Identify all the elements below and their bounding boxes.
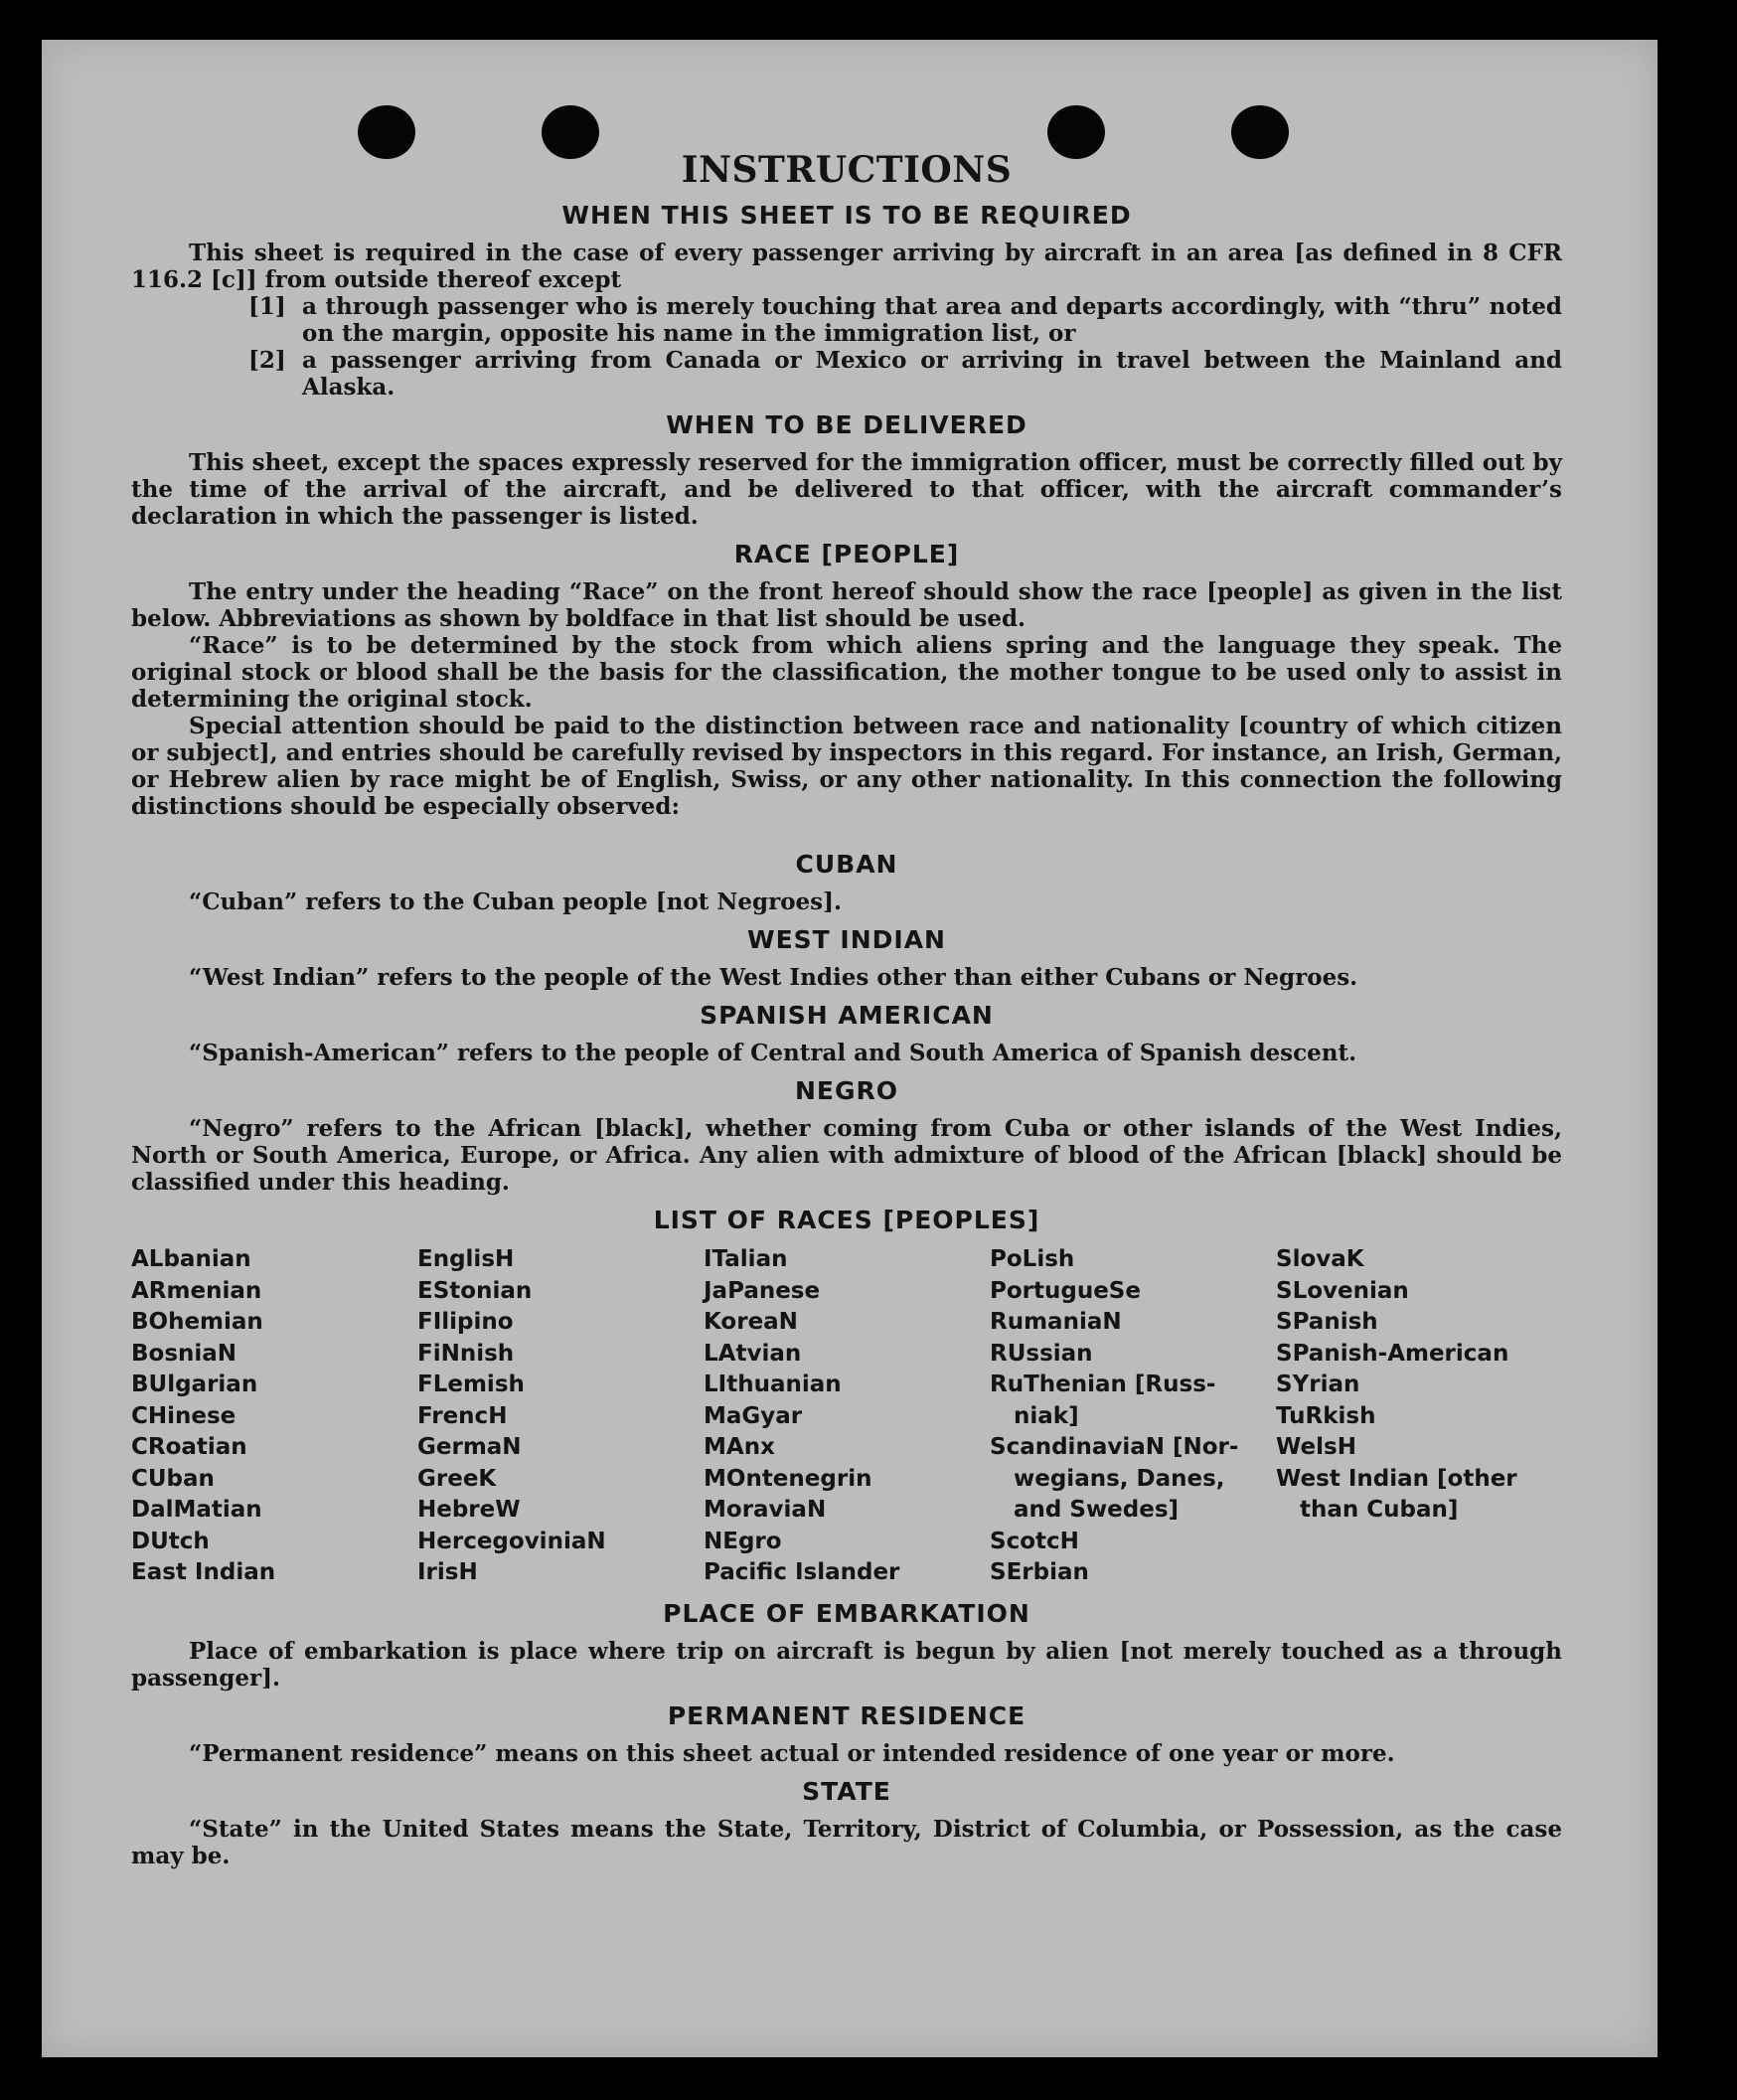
race-entry: CRoatian: [131, 1434, 247, 1460]
race-entry: MAnx: [704, 1434, 775, 1460]
race-entry: BosniaN: [131, 1340, 237, 1367]
race-entry-continuation: than Cuban]: [1300, 1497, 1459, 1523]
race-entry: ScandinaviaN [Nor-: [990, 1434, 1239, 1460]
exception-text: a passenger arriving from Canada or Mexico or arriving in travel between the Mainland and Alaska.: [302, 347, 1562, 401]
races-column: [417, 1244, 704, 1589]
race-entry: Pacific Islander: [704, 1559, 900, 1585]
embarkation-text: Place of embarkation is place where trip on aircraft is begun by alien [not merely touched as a through passenger].: [131, 1637, 1562, 1692]
races-column: [1276, 1244, 1562, 1589]
race-paragraph: “Race” is to be determined by the stock from which aliens spring and the language they speak. The original stock or blood shall be the basis for the classification, the mother tongue to be used only to assist in determining the original stock.: [131, 632, 1562, 713]
race-entry: TuRkish: [1276, 1402, 1376, 1429]
race-entry: MoraviaN: [704, 1497, 827, 1523]
exception-text: a through passenger who is merely touching that area and departs accordingly, with “thru” noted on the margin, opposite his name in the immigration list, or: [302, 293, 1562, 347]
race-entry: SLovenian: [1276, 1277, 1409, 1304]
race-entry: HercegoviniaN: [417, 1528, 606, 1554]
race-paragraph: Special attention should be paid to the distinction between race and nationality [country of which citizen or subject], and entries should be carefully revised by inspectors in this regard. For instance, an Irish, German, or Hebrew alien by race might be of English, Swiss, or any other nationality. In this connection the following distinctions should be especially observed:: [131, 713, 1562, 820]
required-intro: This sheet is required in the case of every passenger arriving by aircraft in an area [as defined in 8 CFR 116.2 [c]] from outside thereof except: [131, 240, 1562, 293]
delivered-text: This sheet, except the spaces expressly reserved for the immigration officer, must be correctly filled out by the time of the arrival of the aircraft, and be delivered to that officer, with the aircraft commander’s declaration in which the passenger is listed.: [131, 449, 1562, 530]
race-entry: HebreW: [417, 1497, 521, 1523]
race-entry-continuation: and Swedes]: [1014, 1497, 1180, 1523]
race-entry: FiNnish: [417, 1340, 515, 1367]
race-entry: GermaN: [417, 1434, 522, 1460]
race-entry: ITalian: [704, 1246, 788, 1272]
section-heading-race: RACE [PEOPLE]: [733, 540, 960, 568]
exception-item: [131, 347, 1562, 401]
race-entry: RuThenian [Russ-: [990, 1372, 1216, 1397]
race-entry: EnglisH: [417, 1246, 515, 1272]
race-entry: SPanish-American: [1276, 1340, 1509, 1367]
section-heading-spanish-american: SPANISH AMERICAN: [700, 1001, 994, 1030]
section-heading-cuban: CUBAN: [795, 850, 898, 879]
section-heading-state: STATE: [802, 1776, 891, 1806]
race-entry: MOntenegrin: [704, 1465, 872, 1492]
race-entry: ARmenian: [131, 1277, 262, 1304]
race-entry: SlovaK: [1276, 1246, 1364, 1272]
races-column: [990, 1244, 1276, 1589]
race-entry: DUtch: [131, 1528, 210, 1554]
exception-number: [1]: [248, 293, 286, 320]
race-entry: NEgro: [704, 1528, 782, 1554]
races-column: [704, 1244, 990, 1589]
section-heading-residence: PERMANENT RESIDENCE: [667, 1700, 1026, 1730]
race-entry: ALbanian: [131, 1246, 251, 1272]
exception-number: [2]: [248, 347, 286, 374]
race-entry: IrisH: [417, 1559, 478, 1585]
race-entry: LAtvian: [704, 1340, 802, 1367]
exception-item: [131, 293, 1562, 347]
race-entry: East Indian: [131, 1559, 276, 1585]
race-entry: SPanish: [1276, 1309, 1378, 1335]
races-column: [131, 1244, 417, 1589]
cuban-text: “Cuban” refers to the Cuban people [not Negroes].: [189, 888, 843, 915]
section-heading-delivered: WHEN TO BE DELIVERED: [666, 410, 1027, 439]
race-entry: FIlipino: [417, 1309, 514, 1335]
section-heading-negro: NEGRO: [794, 1076, 899, 1105]
race-entry: KoreaN: [704, 1309, 798, 1335]
race-entry: RUssian: [990, 1340, 1093, 1367]
race-entry: PoLish: [990, 1246, 1075, 1272]
race-entry: West Indian [other: [1276, 1465, 1517, 1492]
state-text: “State” in the United States means the State, Territory, District of Columbia, or Possession, as the case may be.: [131, 1815, 1562, 1869]
race-entry: BOhemian: [131, 1309, 263, 1335]
race-entry: MaGyar: [704, 1402, 803, 1429]
section-heading-required: WHEN THIS SHEET IS TO BE REQUIRED: [561, 201, 1132, 230]
negro-text: “Negro” refers to the African [black], whether coming from Cuba or other islands of the West Indies, North or South America, Europe, or Africa. Any alien with admixture of blood of the African [black] should be classified under this heading.: [131, 1115, 1562, 1196]
race-entry-continuation: niak]: [1014, 1402, 1079, 1429]
race-entry-continuation: wegians, Danes,: [1014, 1465, 1225, 1492]
race-entry: LIthuanian: [704, 1372, 842, 1397]
race-entry: EStonian: [417, 1277, 533, 1304]
west-indian-text: “West Indian” refers to the people of the West Indies other than either Cubans or Negroes.: [189, 964, 1358, 991]
page-title: INSTRUCTIONS: [681, 149, 1013, 191]
race-entry: SYrian: [1276, 1372, 1360, 1397]
section-heading-west-indian: WEST INDIAN: [747, 925, 946, 954]
document-sheet: [42, 40, 1658, 2057]
race-entry: DalMatian: [131, 1497, 262, 1523]
race-entry: SErbian: [990, 1559, 1089, 1585]
race-entry: FrencH: [417, 1402, 508, 1429]
race-paragraph: The entry under the heading “Race” on the front hereof should show the race [people] as given in the list below. Abbreviations as shown by boldface in that list should be used.: [131, 578, 1562, 632]
race-entry: JaPanese: [704, 1277, 821, 1304]
race-entry: FLemish: [417, 1372, 525, 1397]
race-entry: CUban: [131, 1465, 215, 1492]
section-heading-list-of-races: LIST OF RACES [PEOPLES]: [653, 1206, 1040, 1234]
instructions-content: [131, 149, 1562, 1869]
spanish-american-text: “Spanish-American” refers to the people of Central and South America of Spanish descent.: [189, 1040, 1357, 1066]
section-heading-embarkation: PLACE OF EMBARKATION: [663, 1598, 1030, 1628]
race-entry: RumaniaN: [990, 1309, 1122, 1335]
residence-text: “Permanent residence” means on this sheet actual or intended residence of one year or more.: [189, 1739, 1395, 1767]
race-entry: ScotcH: [990, 1528, 1079, 1554]
race-entry: PortugueSe: [990, 1277, 1141, 1304]
races-list: [131, 1244, 1562, 1589]
race-entry: GreeK: [417, 1465, 497, 1492]
race-entry: CHinese: [131, 1402, 237, 1429]
race-entry: BUlgarian: [131, 1372, 258, 1397]
race-entry: WelsH: [1276, 1434, 1356, 1460]
